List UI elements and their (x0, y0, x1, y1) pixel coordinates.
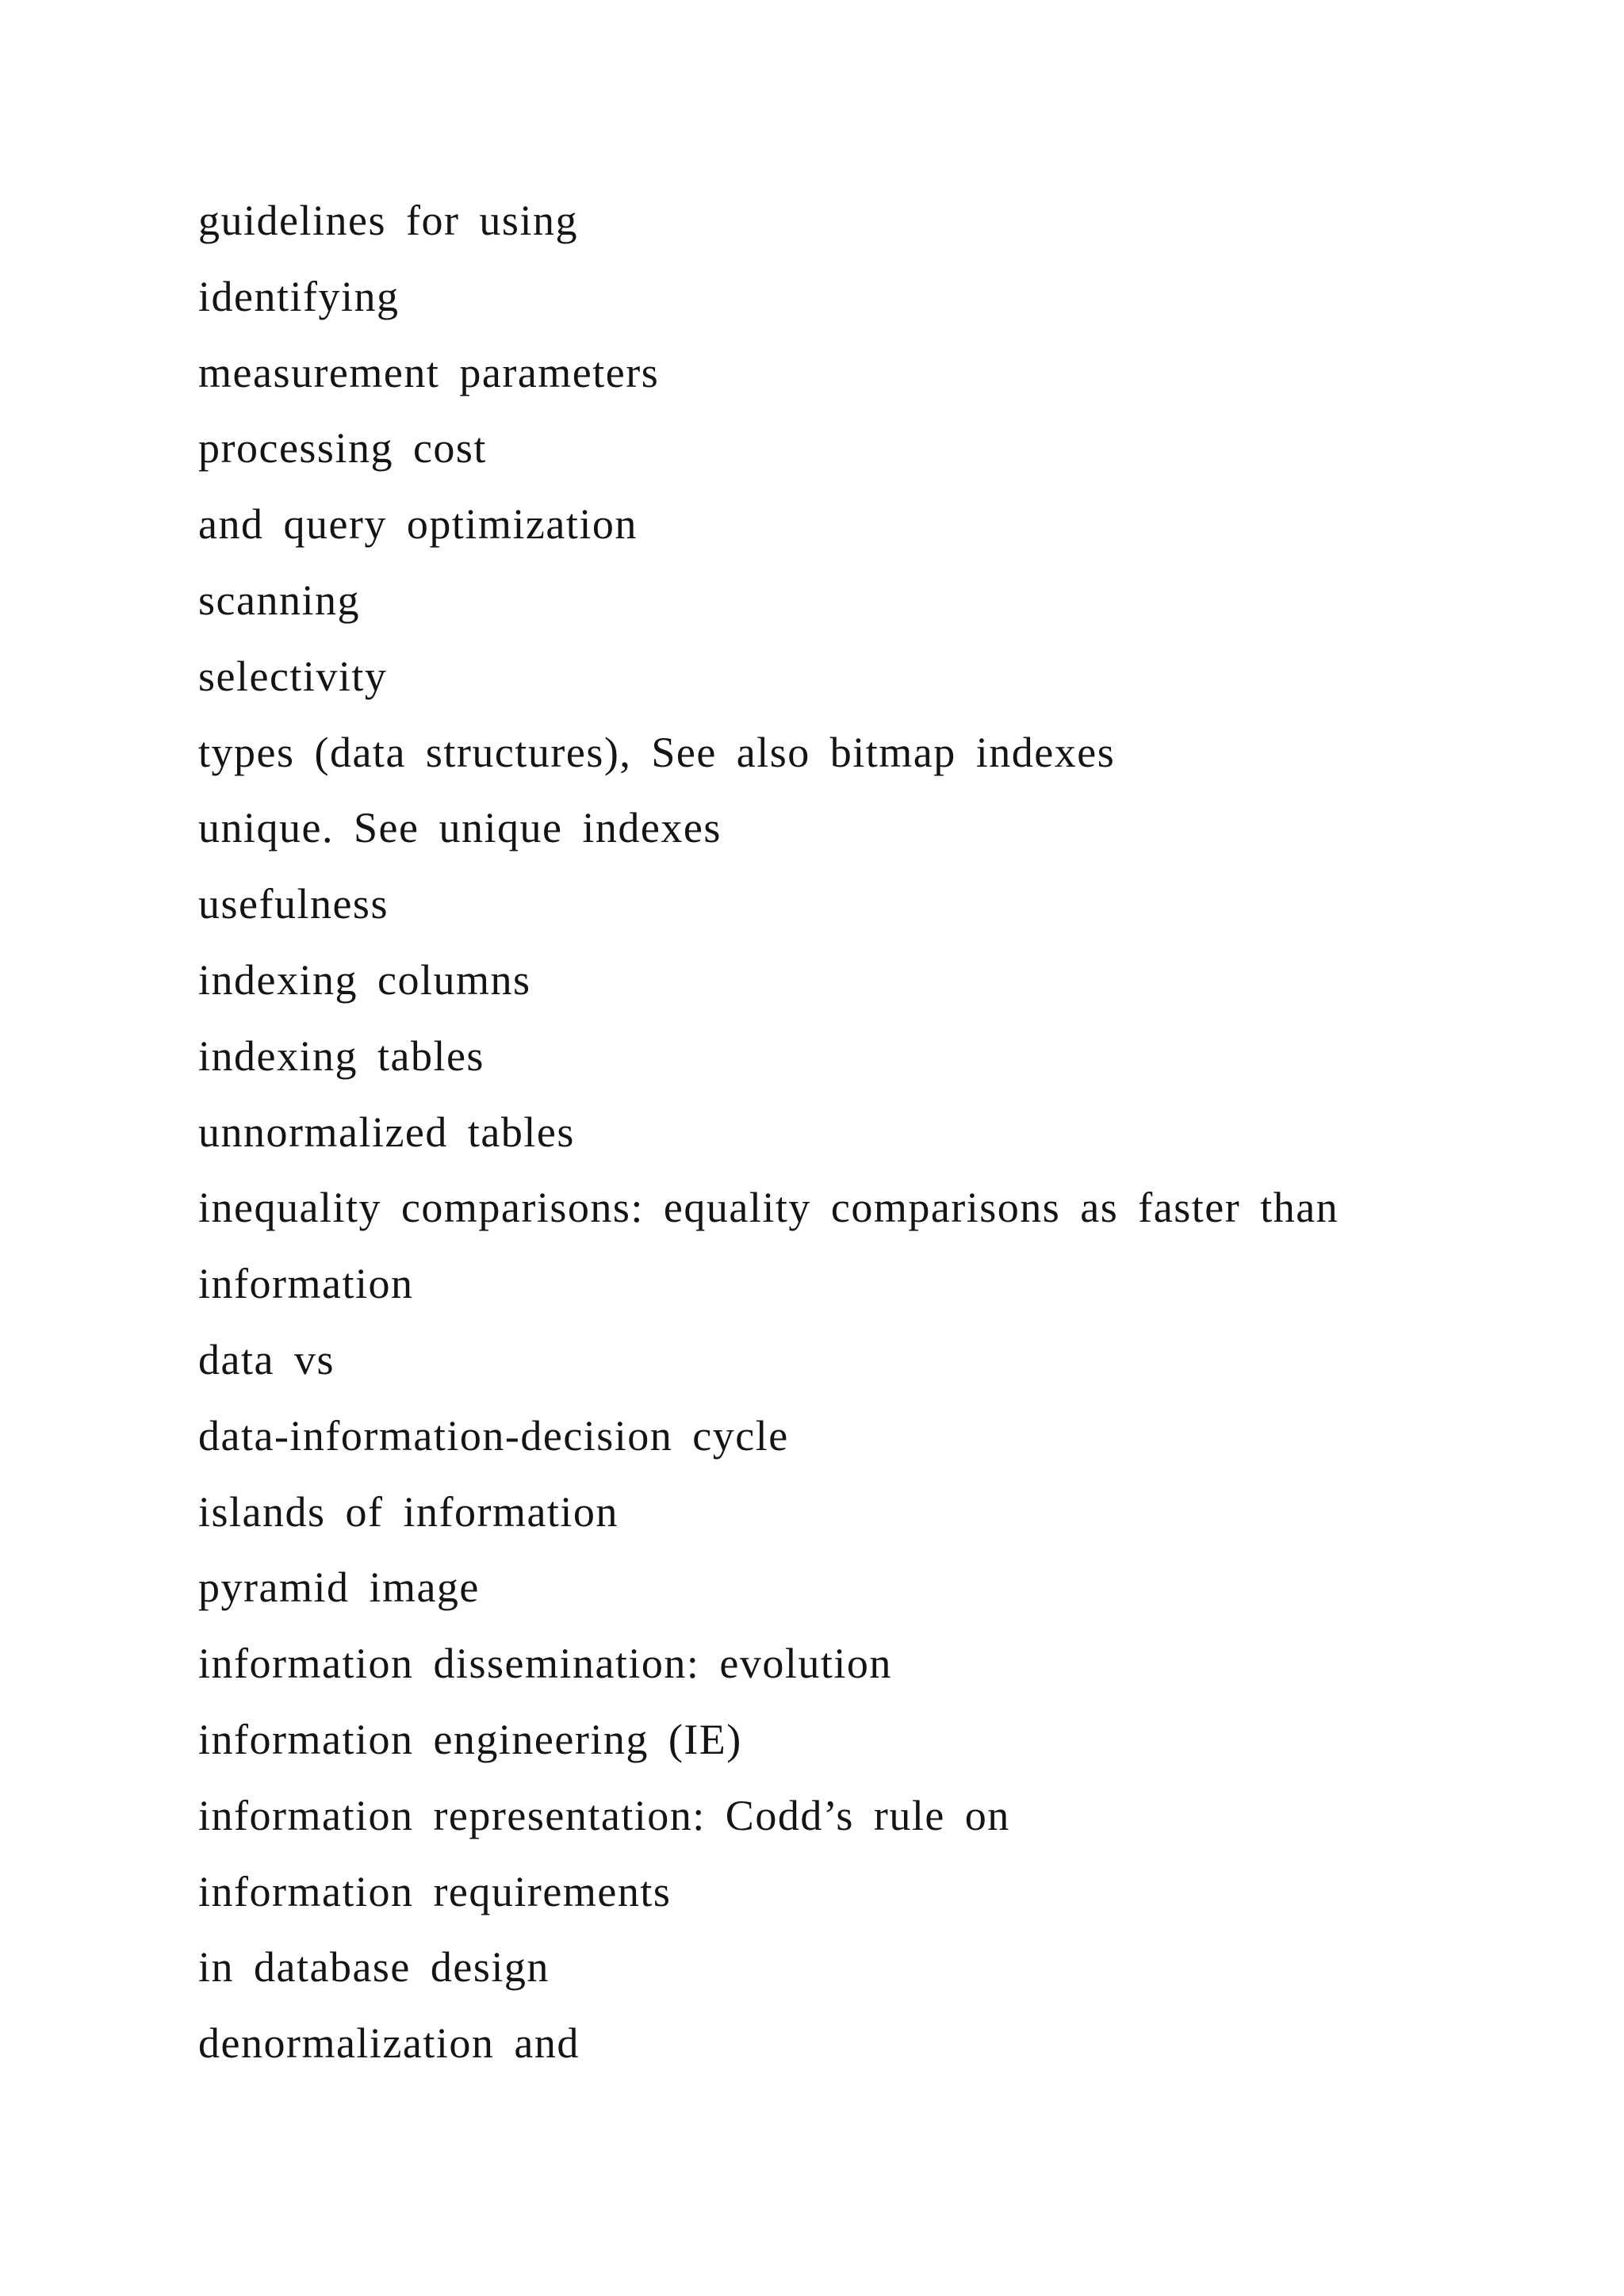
index-entry: selectivity (198, 652, 388, 700)
index-entry: denormalization and (198, 2019, 580, 2068)
index-entry: in database design (198, 1943, 550, 1992)
index-entry: pyramid image (198, 1563, 480, 1612)
index-entry: usefulness (198, 880, 389, 928)
index-entry: and query optimization (198, 500, 638, 549)
index-entry: inequality comparisons: equality comparisons as faster than (198, 1184, 1339, 1232)
index-entry: unnormalized tables (198, 1108, 575, 1156)
index-entry: scanning (198, 576, 360, 624)
index-entry: data-information-decision cycle (198, 1411, 789, 1460)
index-entry: processing cost (198, 424, 487, 473)
index-entry: identifying (198, 272, 400, 320)
index-entry: indexing tables (198, 1031, 485, 1080)
index-entry: information requirements (198, 1867, 672, 1915)
index-entry: measurement parameters (198, 348, 660, 396)
index-entry-list (198, 187, 1594, 2086)
index-entry: information (198, 1260, 414, 1308)
index-entry: information dissemination: evolution (198, 1640, 892, 1688)
index-entry: indexing columns (198, 955, 531, 1004)
index-entry: information representation: Codd’s rule on (198, 1791, 1010, 1839)
index-entry: data vs (198, 1335, 335, 1383)
index-entry: unique. See unique indexes (198, 804, 722, 852)
index-entry: islands of information (198, 1487, 619, 1536)
index-entry: types (data structures), See also bitmap indexes (198, 728, 1116, 776)
index-entry: guidelines for using (198, 197, 578, 244)
index-entry: information engineering (IE) (198, 1715, 742, 1763)
